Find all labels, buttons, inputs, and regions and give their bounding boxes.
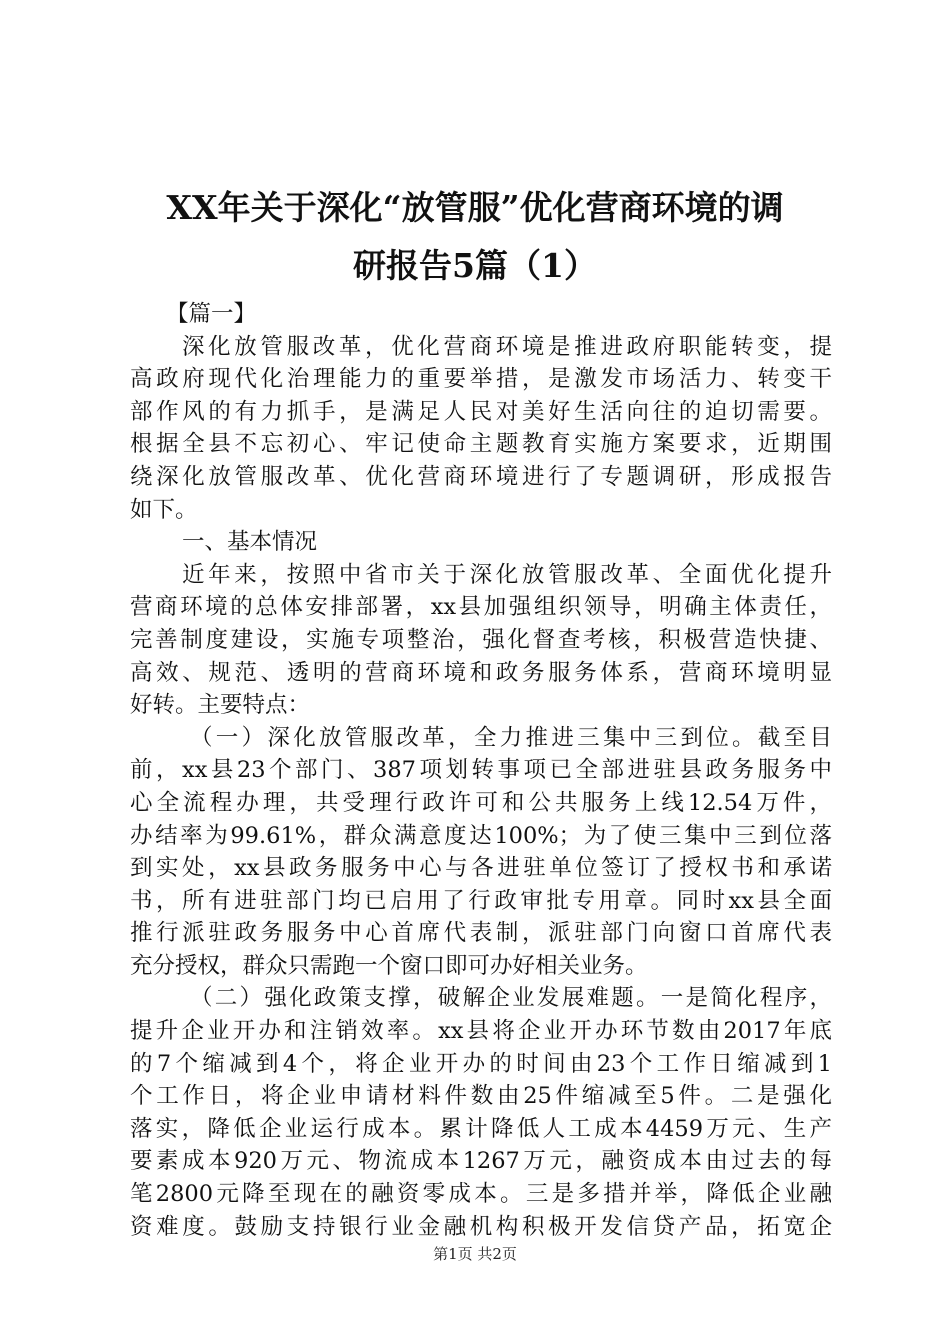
body-line: 充分授权，群众只需跑一个窗口即可办好相关业务。	[130, 952, 648, 979]
section-heading-basic-situation: 一、基本情况	[182, 529, 318, 556]
body-line: 落实，降低企业运行成本。累计降低人工成本4459万元、生产	[130, 1115, 832, 1142]
body-line: 到实处，xx县政务服务中心与各进驻单位签订了授权书和承诺	[130, 855, 832, 882]
body-line: 部作风的有力抓手，是满足人民对美好生活向往的迫切需要。	[130, 398, 832, 425]
body-line: 根据全县不忘初心、牢记使命主题教育实施方案要求，近期围	[130, 431, 832, 458]
body-line: 个工作日，将企业申请材料件数由25件缩减至5件。二是强化	[130, 1083, 832, 1110]
document-body	[130, 298, 832, 1243]
body-line: 推行派驻政务服务中心首席代表制，派驻部门向窗口首席代表	[130, 920, 832, 947]
body-line: 高政府现代化治理能力的重要举措，是激发市场活力、转变干	[130, 366, 832, 393]
body-line: 笔2800元降至现在的融资零成本。三是多措并举，降低企业融	[130, 1181, 832, 1208]
body-line: 资难度。鼓励支持银行业金融机构积极开发信贷产品，拓宽企	[130, 1213, 832, 1240]
body-line: 提升企业开办和注销效率。xx县将企业开办环节数由2017年底	[130, 1018, 832, 1045]
body-line: 近年来，按照中省市关于深化放管服改革、全面优化提升	[182, 561, 832, 588]
body-line: 好转。主要特点：	[130, 692, 311, 719]
page-footer-page-number: 第1页 共2页	[433, 1245, 517, 1263]
body-line: （一）深化放管服改革，全力推进三集中三到位。截至目	[190, 724, 832, 751]
body-line: （二）强化政策支撑，破解企业发展难题。一是简化程序，	[190, 985, 832, 1012]
body-line: 要素成本920万元、物流成本1267万元，融资成本由过去的每	[130, 1148, 832, 1175]
body-line: 的7个缩减到4个，将企业开办的时间由23个工作日缩减到1	[130, 1050, 832, 1077]
body-line: 绕深化放管服改革、优化营商环境进行了专题调研，形成报告	[130, 463, 832, 490]
body-line: 办结率为99.61%，群众满意度达100%；为了使三集中三到位落	[130, 822, 832, 849]
document-title-line-2: 研报告5篇（1）	[353, 246, 597, 285]
body-line: 心全流程办理，共受理行政许可和公共服务上线12.54万件，	[130, 789, 832, 816]
body-line: 书，所有进驻部门均已启用了行政审批专用章。同时xx县全面	[130, 887, 832, 914]
body-line: 前，xx县23个部门、387项划转事项已全部进驻县政务服务中	[130, 757, 832, 784]
body-line: 如下。	[130, 496, 198, 523]
document-title-line-1: XX年关于深化“放管服”优化营商环境的调	[166, 188, 784, 227]
body-line: 完善制度建设，实施专项整治，强化督查考核，积极营造快捷、	[130, 626, 832, 653]
body-line: 深化放管服改革，优化营商环境是推进政府职能转变，提	[182, 333, 832, 360]
body-line: 营商环境的总体安排部署，xx县加强组织领导，明确主体责任，	[130, 594, 832, 621]
body-line: 高效、规范、透明的营商环境和政务服务体系，营商环境明显	[130, 659, 832, 686]
section-heading-pian-1: 【篇一】	[166, 301, 257, 327]
